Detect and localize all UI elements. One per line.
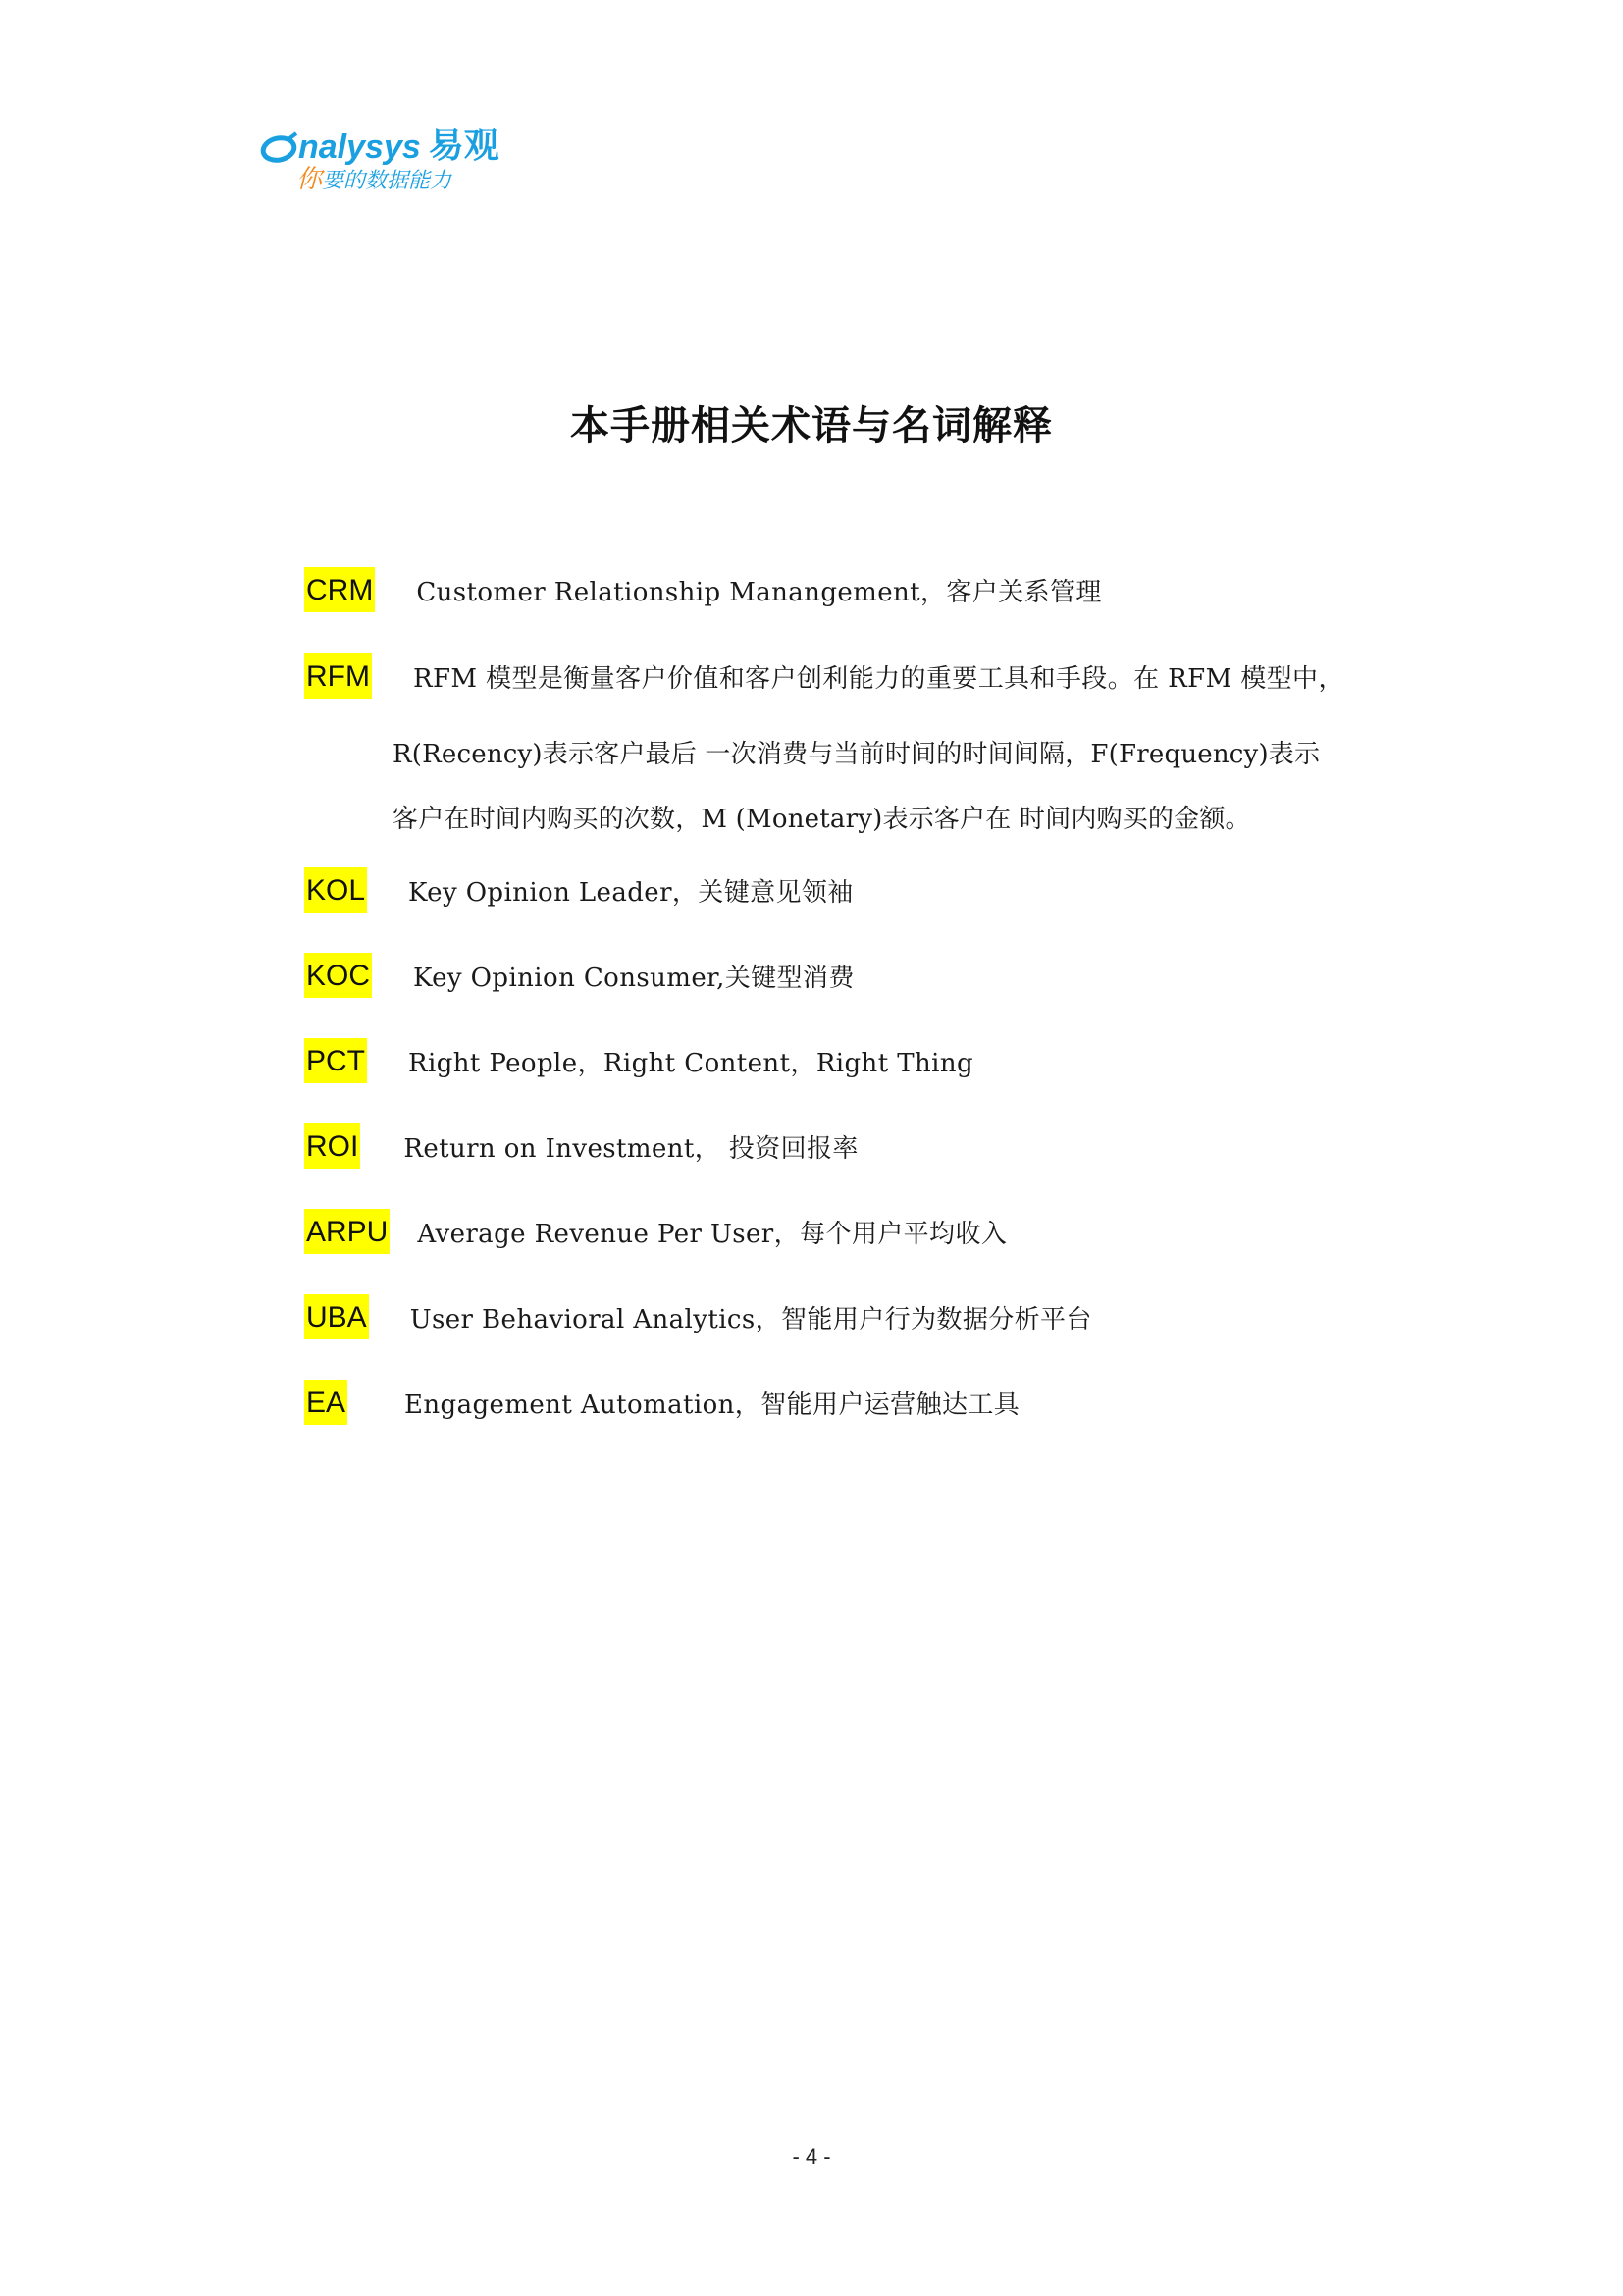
term-label: PCT bbox=[304, 1038, 367, 1083]
term-row-arpu bbox=[304, 1209, 1007, 1254]
term-label: KOC bbox=[304, 953, 372, 998]
term-label: CRM bbox=[304, 567, 375, 612]
term-definition: User Behavioral Analytics，智能用户行为数据分析平台 bbox=[409, 1304, 1092, 1334]
term-label: KOL bbox=[304, 867, 367, 913]
logo-slogan-rest: 要的数据能力 bbox=[322, 169, 452, 193]
analysys-logo bbox=[259, 120, 514, 200]
term-row-roi bbox=[304, 1123, 859, 1169]
term-definition: Average Revenue Per User，每个用户平均收入 bbox=[417, 1219, 1008, 1249]
term-row-crm bbox=[304, 567, 1102, 612]
term-label: EA bbox=[304, 1380, 347, 1425]
term-row-rfm bbox=[304, 653, 1344, 699]
logo-slogan bbox=[296, 165, 514, 196]
logo-brand-row bbox=[259, 120, 514, 165]
term-label: ROI bbox=[304, 1123, 360, 1169]
page-number: - 4 - bbox=[792, 2144, 831, 2168]
term-row-uba bbox=[304, 1294, 1092, 1339]
term-definition: Right People，Right Content，Right Thing bbox=[408, 1048, 974, 1078]
term-definition: Key Opinion Leader，关键意见领袖 bbox=[408, 877, 854, 908]
term-definition: Engagement Automation，智能用户运营触达工具 bbox=[404, 1389, 1021, 1420]
page-title: 本手册相关术语与名词解释 bbox=[570, 403, 1053, 448]
term-row-koc bbox=[304, 953, 855, 998]
logo-swoosh-icon bbox=[259, 130, 298, 165]
term-definition-continuation: R(Recency)表示客户最后 一次消费与当前时间的时间间隔，F(Frequency)表示 bbox=[393, 740, 1321, 769]
term-label: RFM bbox=[304, 653, 372, 699]
term-definition-continuation: 客户在时间内购买的次数，M (Monetary)表示客户在 时间内购买的金额。 bbox=[393, 805, 1251, 834]
logo-brand-en: nalysys bbox=[298, 129, 421, 166]
logo-slogan-first: 你 bbox=[296, 165, 323, 194]
term-definition: RFM 模型是衡量客户价值和客户创利能力的重要工具和手段。在 RFM 模型中， bbox=[412, 663, 1344, 694]
term-definition: Customer Relationship Manangement，客户关系管理 bbox=[416, 577, 1102, 607]
term-definition: Return on Investment， 投资回报率 bbox=[403, 1133, 859, 1164]
term-label: ARPU bbox=[304, 1209, 390, 1254]
term-definition: Key Opinion Consumer,关键型消费 bbox=[413, 963, 855, 993]
logo-brand-cn: 易观 bbox=[428, 126, 499, 166]
term-label: UBA bbox=[304, 1294, 369, 1339]
term-row-pct bbox=[304, 1038, 973, 1083]
term-row-ea bbox=[304, 1380, 1020, 1425]
term-row-kol bbox=[304, 867, 854, 913]
